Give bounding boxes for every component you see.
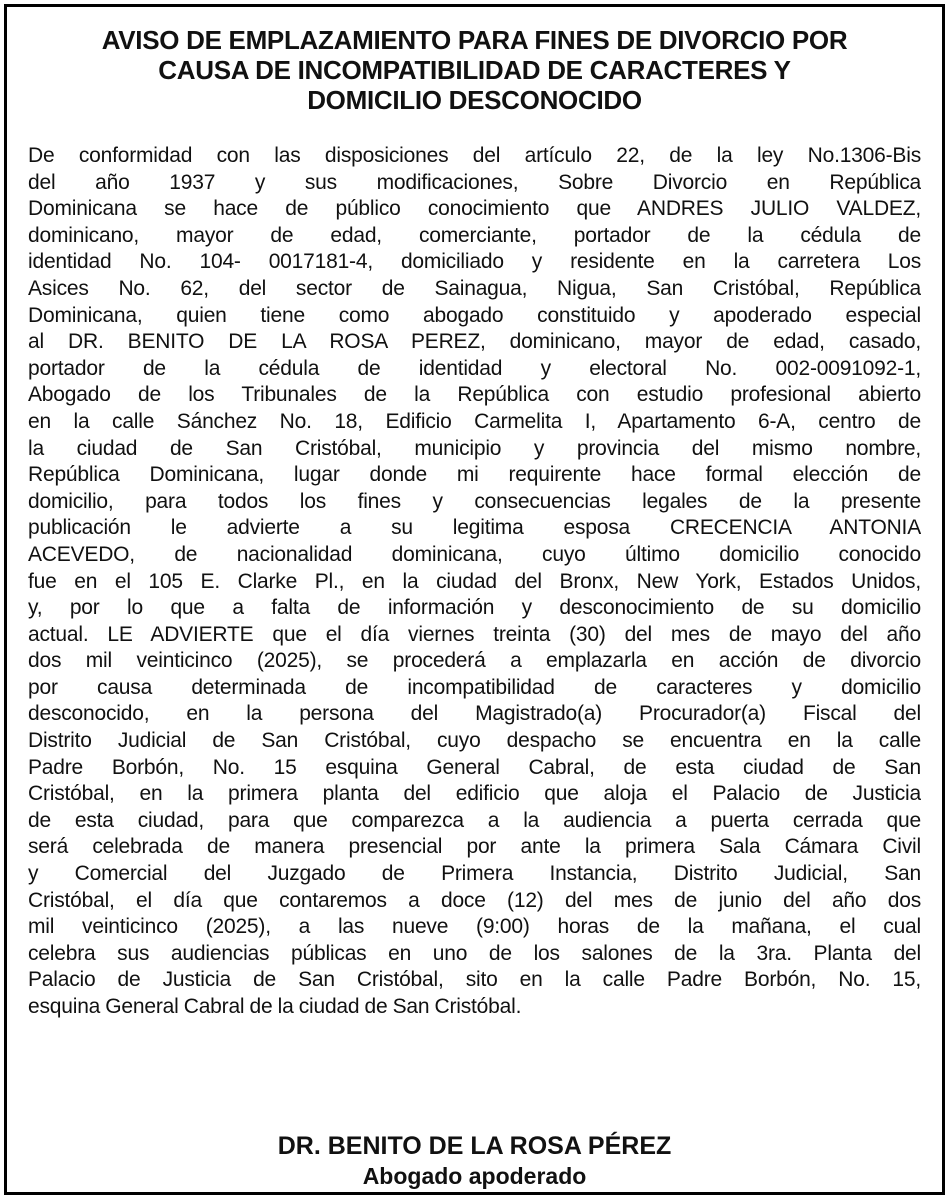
- body-line: mil veinticinco (2025), a las nueve (9:00) horas de la mañana, el cual: [28, 915, 921, 939]
- body-line: actual. LE ADVIERTE que el día viernes treinta (30) del mes de mayo del año: [28, 622, 921, 646]
- body-line: Abogado de los Tribunales de la República con estudio profesional abierto: [28, 383, 921, 407]
- body-line: de esta ciudad, para que comparezca a la audiencia a puerta cerrada que: [28, 808, 921, 832]
- body-line: desconocido, en la persona del Magistrado(a) Procurador(a) Fiscal del: [28, 702, 921, 726]
- body-line: celebra sus audiencias públicas en uno de los salones de la 3ra. Planta del: [28, 941, 921, 965]
- body-line: por causa determinada de incompatibilidad de caracteres y domicilio: [28, 675, 921, 699]
- body-line: Cristóbal, el día que contaremos a doce (12) del mes de junio del año dos: [28, 888, 921, 912]
- body-line: del año 1937 y sus modificaciones, Sobre Divorcio en República: [28, 170, 921, 194]
- signature-block: [7, 1131, 942, 1190]
- notice-body: [28, 143, 921, 1021]
- body-line: será celebrada de manera presencial por ante la primera Sala Cámara Civil: [28, 835, 921, 859]
- body-line: portador de la cédula de identidad y electoral No. 002-0091092-1,: [28, 356, 921, 380]
- body-line: publicación le advierte a su legitima esposa CRECENCIA ANTONIA: [28, 516, 921, 540]
- body-line: identidad No. 104- 0017181-4, domiciliado y residente en la carretera Los: [28, 250, 921, 274]
- body-line: ACEVEDO, de nacionalidad dominicana, cuyo último domicilio conocido: [28, 542, 921, 566]
- body-line: dominicano, mayor de edad, comerciante, portador de la cédula de: [28, 223, 921, 247]
- body-line: y Comercial del Juzgado de Primera Instancia, Distrito Judicial, San: [28, 862, 921, 886]
- body-line: fue en el 105 E. Clarke Pl., en la ciudad del Bronx, New York, Estados Unidos,: [28, 569, 921, 593]
- body-line: en la calle Sánchez No. 18, Edificio Carmelita I, Apartamento 6-A, centro de: [28, 409, 921, 433]
- body-line: esquina General Cabral de la ciudad de San Cristóbal.: [28, 995, 522, 1018]
- signatory-role: Abogado apoderado: [362, 1163, 587, 1189]
- body-line: Palacio de Justicia de San Cristóbal, sito en la calle Padre Borbón, No. 15,: [28, 968, 921, 992]
- body-line: domicilio, para todos los fines y consecuencias legales de la presente: [28, 489, 921, 513]
- body-line: Distrito Judicial de San Cristóbal, cuyo despacho se encuentra en la calle: [28, 729, 921, 753]
- body-line: al DR. BENITO DE LA ROSA PEREZ, dominicano, mayor de edad, casado,: [28, 330, 921, 354]
- body-line: De conformidad con las disposiciones del artículo 22, de la ley No.1306-Bis: [28, 144, 921, 167]
- body-line: Asices No. 62, del sector de Sainagua, Nigua, San Cristóbal, República: [28, 276, 921, 300]
- body-line: Padre Borbón, No. 15 esquina General Cabral, de esta ciudad de San: [28, 755, 921, 779]
- body-line: dos mil veinticinco (2025), se procederá a emplazarla en acción de divorcio: [28, 649, 921, 673]
- body-line: Cristóbal, en la primera planta del edificio que aloja el Palacio de Justicia: [28, 782, 921, 806]
- signatory-name: DR. BENITO DE LA ROSA PÉREZ: [277, 1132, 672, 1160]
- body-line: Dominicana se hace de público conocimiento que ANDRES JULIO VALDEZ,: [28, 197, 921, 221]
- notice-title: [27, 25, 922, 115]
- title-line: CAUSA DE INCOMPATIBILIDAD DE CARACTERES Y: [158, 55, 791, 85]
- body-line: República Dominicana, lugar donde mi requirente hace formal elección de: [28, 463, 921, 487]
- body-line: y, por lo que a falta de información y desconocimiento de su domicilio: [28, 596, 921, 620]
- legal-notice: [4, 4, 945, 1195]
- title-line: AVISO DE EMPLAZAMIENTO PARA FINES DE DIVORCIO POR: [101, 25, 848, 55]
- body-line: Dominicana, quien tiene como abogado constituido y apoderado especial: [28, 303, 921, 327]
- title-line: DOMICILIO DESCONOCIDO: [307, 85, 642, 115]
- body-line: la ciudad de San Cristóbal, municipio y provincia del mismo nombre,: [28, 436, 921, 460]
